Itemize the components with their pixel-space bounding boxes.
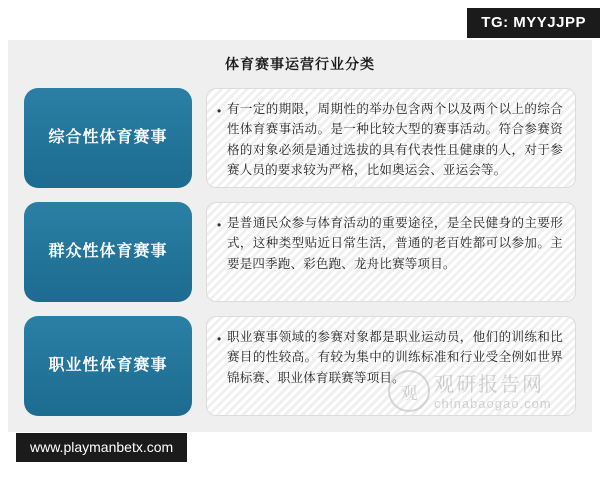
page-title: 体育赛事运营行业分类	[225, 56, 375, 72]
watermark-title: 观研报告网	[434, 374, 544, 396]
category-row	[24, 316, 576, 416]
category-label: 职业性体育赛事	[48, 356, 168, 374]
footer-url: www.playmanbetx.com	[16, 433, 187, 462]
category-description: 职业赛事领域的参赛对象都是职业运动员，他们的训练和比赛目的性较高。有较为集中的训练标准和行业受全例如世界锦标赛、职业体育联赛等项目。	[227, 330, 563, 385]
bullet-icon: •	[217, 332, 222, 346]
bullet-icon: •	[217, 104, 222, 118]
category-row	[24, 202, 576, 302]
telegram-badge: TG: MYYJJPP	[467, 8, 600, 38]
category-description-box	[206, 316, 576, 416]
category-description: 有一定的期限，周期性的举办包含两个以及两个以上的综合性体育赛事活动。是一种比较大型的赛事活动。符合参赛资格的对象必须是通过选拔的具有代表性且健康的人，对于参赛人员的要求较为严格，比如奥运会、亚运会等。	[227, 102, 563, 177]
category-description: 是普通民众参与体育活动的重要途径，是全民健身的主要形式，这种类型贴近日常生活，普通的老百姓都可以参加。主要是四季跑、彩色跑、龙舟比赛等项目。	[227, 216, 563, 271]
top-band	[0, 0, 600, 40]
category-description-box	[206, 88, 576, 188]
category-label-box-mass	[24, 202, 192, 302]
classification-panel	[8, 40, 592, 432]
category-label-box-professional	[24, 316, 192, 416]
category-description-box	[206, 202, 576, 302]
watermark-logo-icon: 观	[388, 370, 430, 412]
category-label: 群众性体育赛事	[48, 242, 168, 260]
category-row	[24, 88, 576, 188]
category-label-box-comprehensive	[24, 88, 192, 188]
bullet-icon: •	[217, 218, 222, 232]
category-rows	[24, 88, 576, 430]
watermark-domain: chinabaogao.com	[434, 396, 552, 411]
category-label: 综合性体育赛事	[48, 128, 168, 146]
